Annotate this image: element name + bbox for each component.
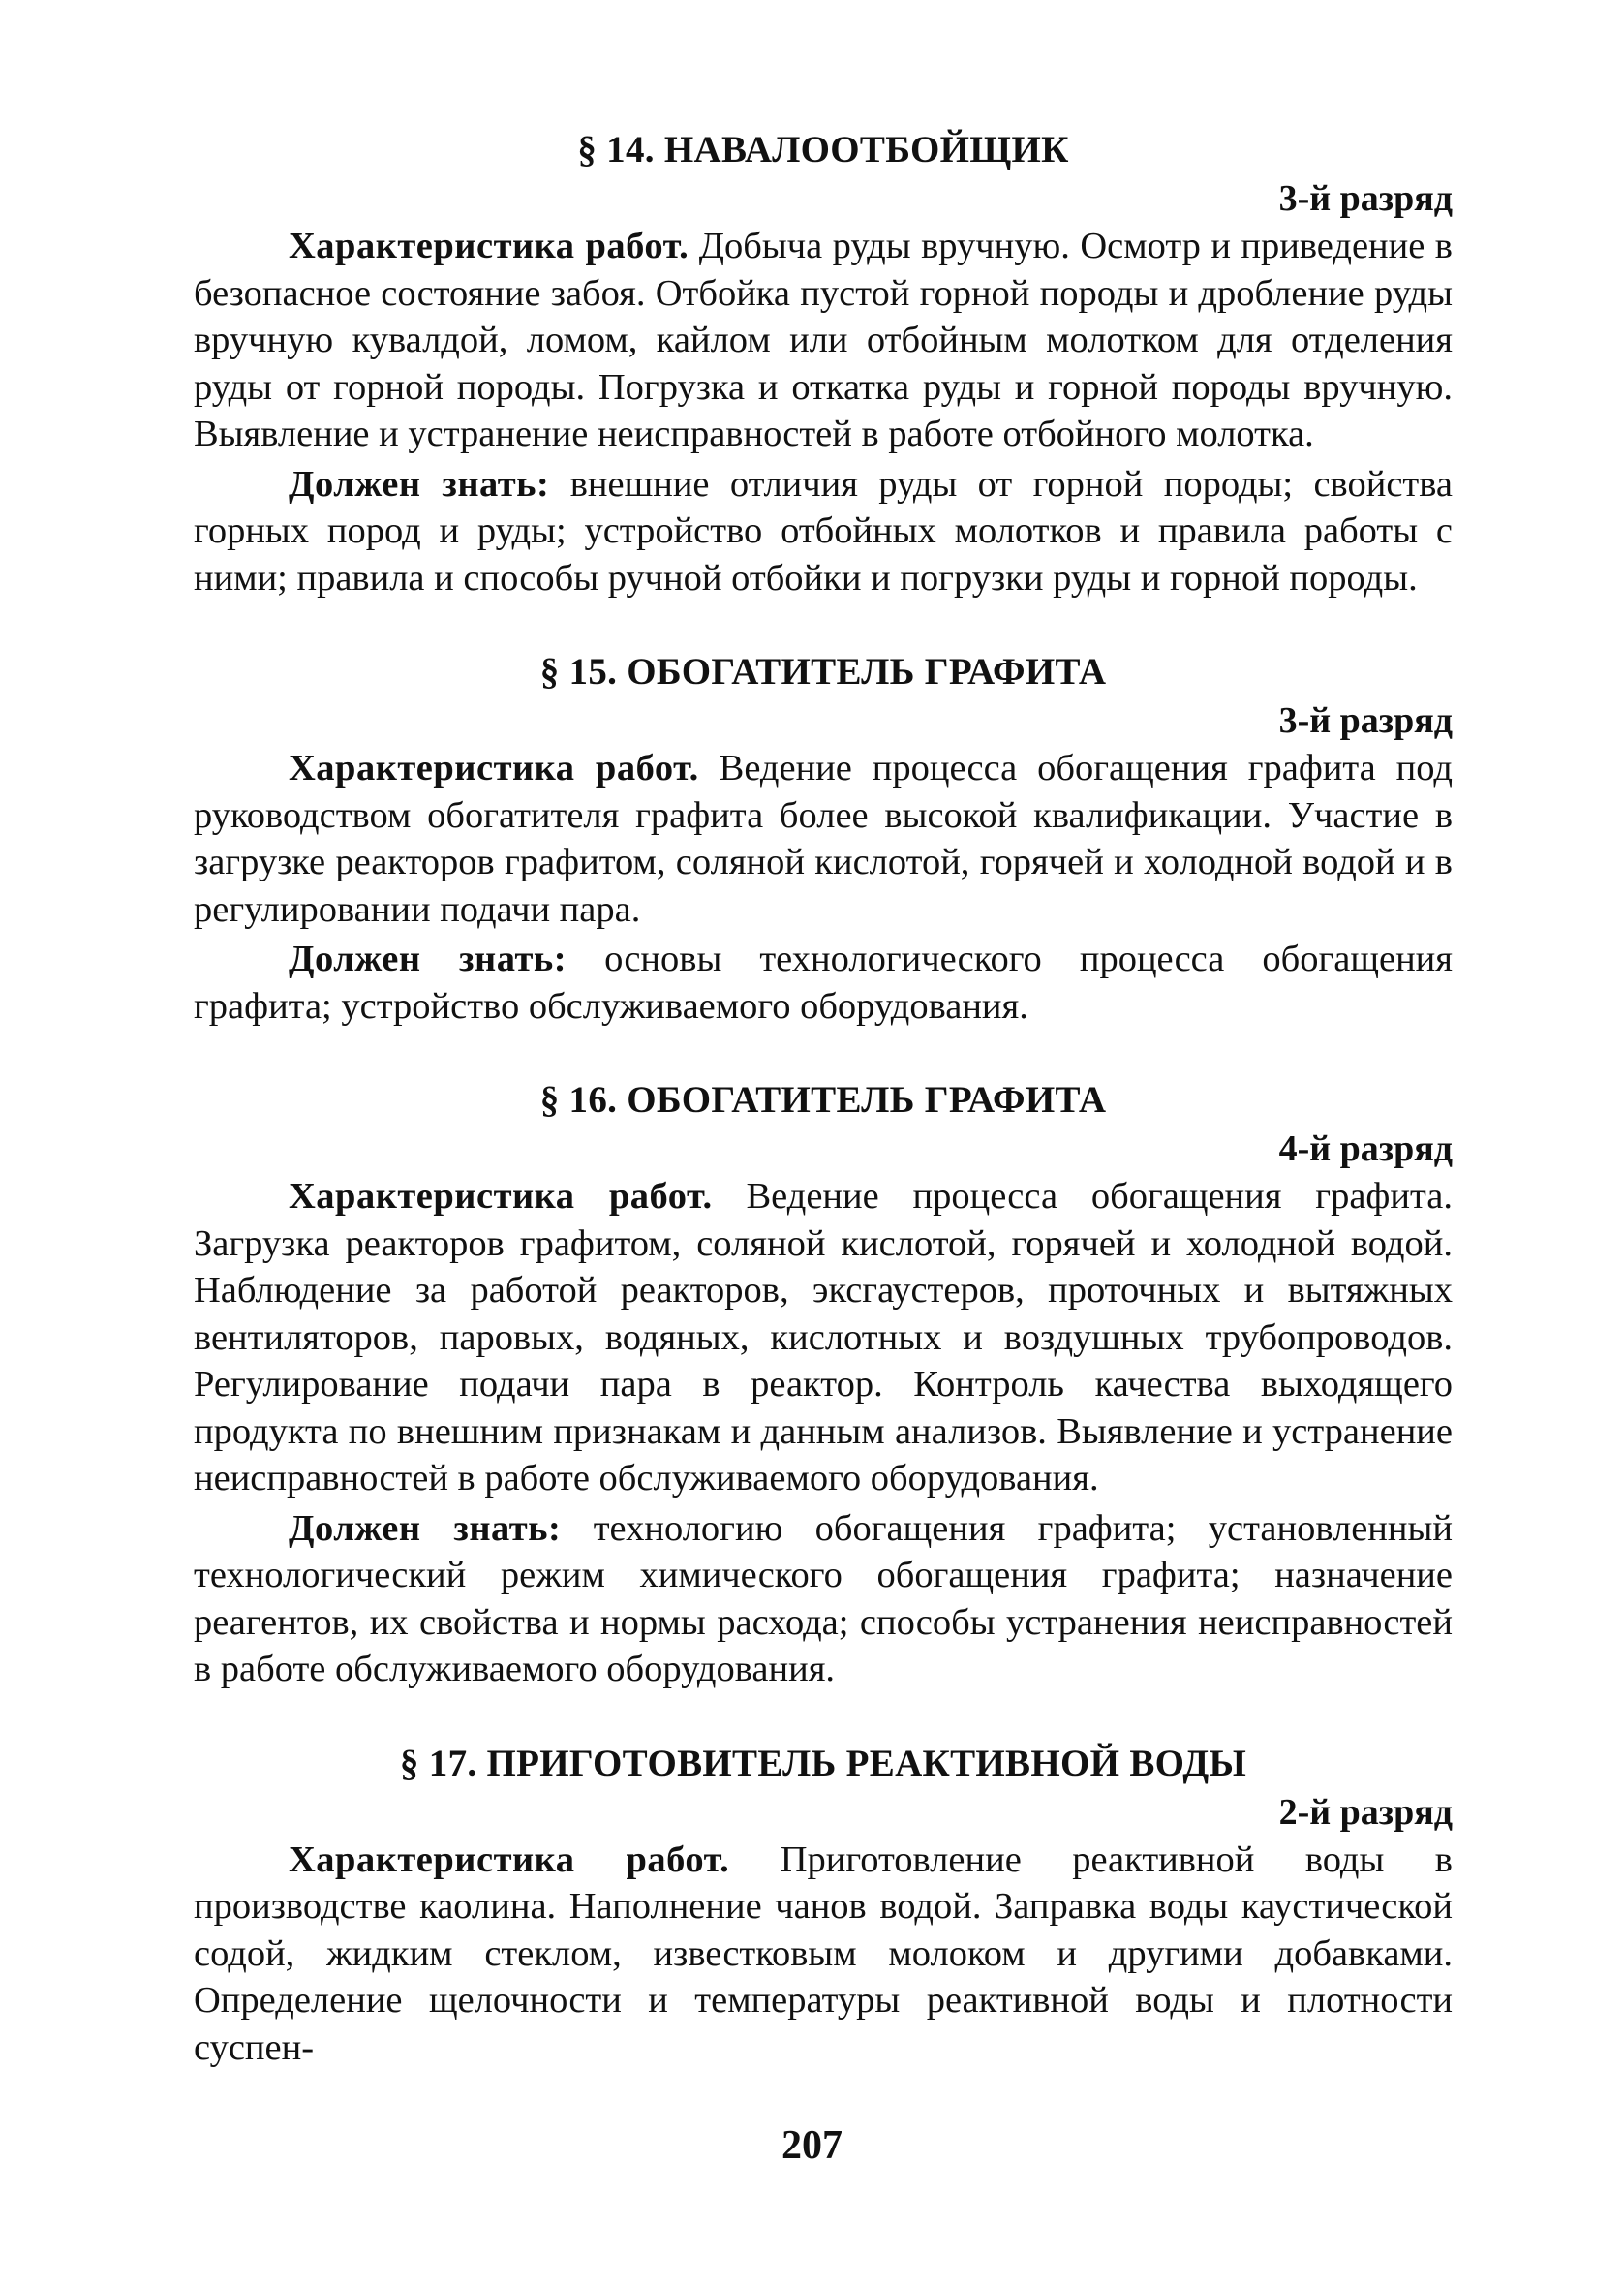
section-15 <box>194 648 1453 1030</box>
characteristic-text: Приготовление реактивной воды в производстве каолина. Наполнение чанов водой. Заправка воды каустической содой, жидким стеклом, известковым молоком и другими добавками. Определение щелочности и температуры реактивной воды и плотности суспен- <box>194 1839 1453 2068</box>
characteristic-paragraph <box>194 223 1453 458</box>
characteristic-text: Ведение процесса обогащения графита. Загрузка реакторов графитом, соляной кислотой, горячей и холодной водой. Наблюдение за работой реакторов, эксгаустеров, проточных и вытяжных вентиляторов, паровых, водяных, кислотных и воздушных трубопроводов. Регулирование подачи пара в реактор. Контроль качества выходящего продукта по внешним признакам и данным анализов. Выявление и устранение неисправностей в работе обслуживаемого оборудования. <box>194 1176 1453 1499</box>
knowledge-paragraph <box>194 1505 1453 1693</box>
knowledge-lead: Должен знать: <box>289 1507 562 1549</box>
characteristic-text: Добыча руды вручную. Осмотр и приведение в безопасное состояние забоя. Отбойка пустой горной породы и дробление руды вручную кувалдой, ломом, кайлом или отбойным молотком для отделения руды от горной породы. Погрузка и откатка руды и горной породы вручную. Выявление и устранение неисправностей в работе отбойного молотка. <box>194 226 1453 454</box>
knowledge-paragraph <box>194 936 1453 1030</box>
section-title: § 14. НАВАЛООТБОЙЩИК <box>577 129 1069 170</box>
characteristic-lead: Характеристика работ. <box>289 748 699 788</box>
characteristic-lead: Характеристика работ. <box>289 1839 730 1880</box>
page-number: 207 <box>781 2123 843 2168</box>
section-14 <box>194 126 1453 602</box>
grade-label: 3-й разряд <box>1278 700 1453 741</box>
characteristic-paragraph <box>194 745 1453 933</box>
characteristic-lead: Характеристика работ. <box>289 226 689 266</box>
knowledge-text: внешние отличия руды от горной породы; свойства горных пород и руды; устройство отбойных молотков и правила работы с ними; правила и способы ручной отбойки и погрузки руды и горной породы. <box>194 463 1453 599</box>
grade-label: 4-й разряд <box>1278 1128 1453 1169</box>
knowledge-paragraph <box>194 461 1453 603</box>
document-page <box>194 126 1453 2117</box>
grade-label: 3-й разряд <box>1278 178 1453 219</box>
section-title: § 16. ОБОГАТИТЕЛЬ ГРАФИТА <box>539 1079 1107 1121</box>
section-16 <box>194 1076 1453 1693</box>
characteristic-paragraph <box>194 1837 1453 2072</box>
knowledge-lead: Должен знать: <box>289 939 567 979</box>
section-title: § 17. ПРИГОТОВИТЕЛЬ РЕАКТИВНОЙ ВОДЫ <box>399 1742 1247 1784</box>
characteristic-text: Ведение процесса обогащения графита под руководством обогатителя графита более высокой квалификации. Участие в загрузке реакторов графитом, соляной кислотой, горячей и холодной водой и в регулировании подачи пара. <box>194 748 1453 930</box>
knowledge-lead: Должен знать: <box>289 463 550 505</box>
characteristic-lead: Характеристика работ. <box>289 1176 713 1217</box>
characteristic-paragraph <box>194 1173 1453 1502</box>
knowledge-text: основы технологического процесса обогащения графита; устройство обслуживаемого оборудования. <box>194 939 1453 1027</box>
grade-label: 2-й разряд <box>1278 1791 1453 1833</box>
knowledge-text: технологию обогащения графита; установленный технологический режим химического обогащения графита; назначение реагентов, их свойства и нормы расхода; способы устранения неисправностей в работе обслуживаемого оборудования. <box>194 1507 1453 1689</box>
section-17 <box>194 1740 1453 2072</box>
section-title: § 15. ОБОГАТИТЕЛЬ ГРАФИТА <box>539 651 1107 693</box>
